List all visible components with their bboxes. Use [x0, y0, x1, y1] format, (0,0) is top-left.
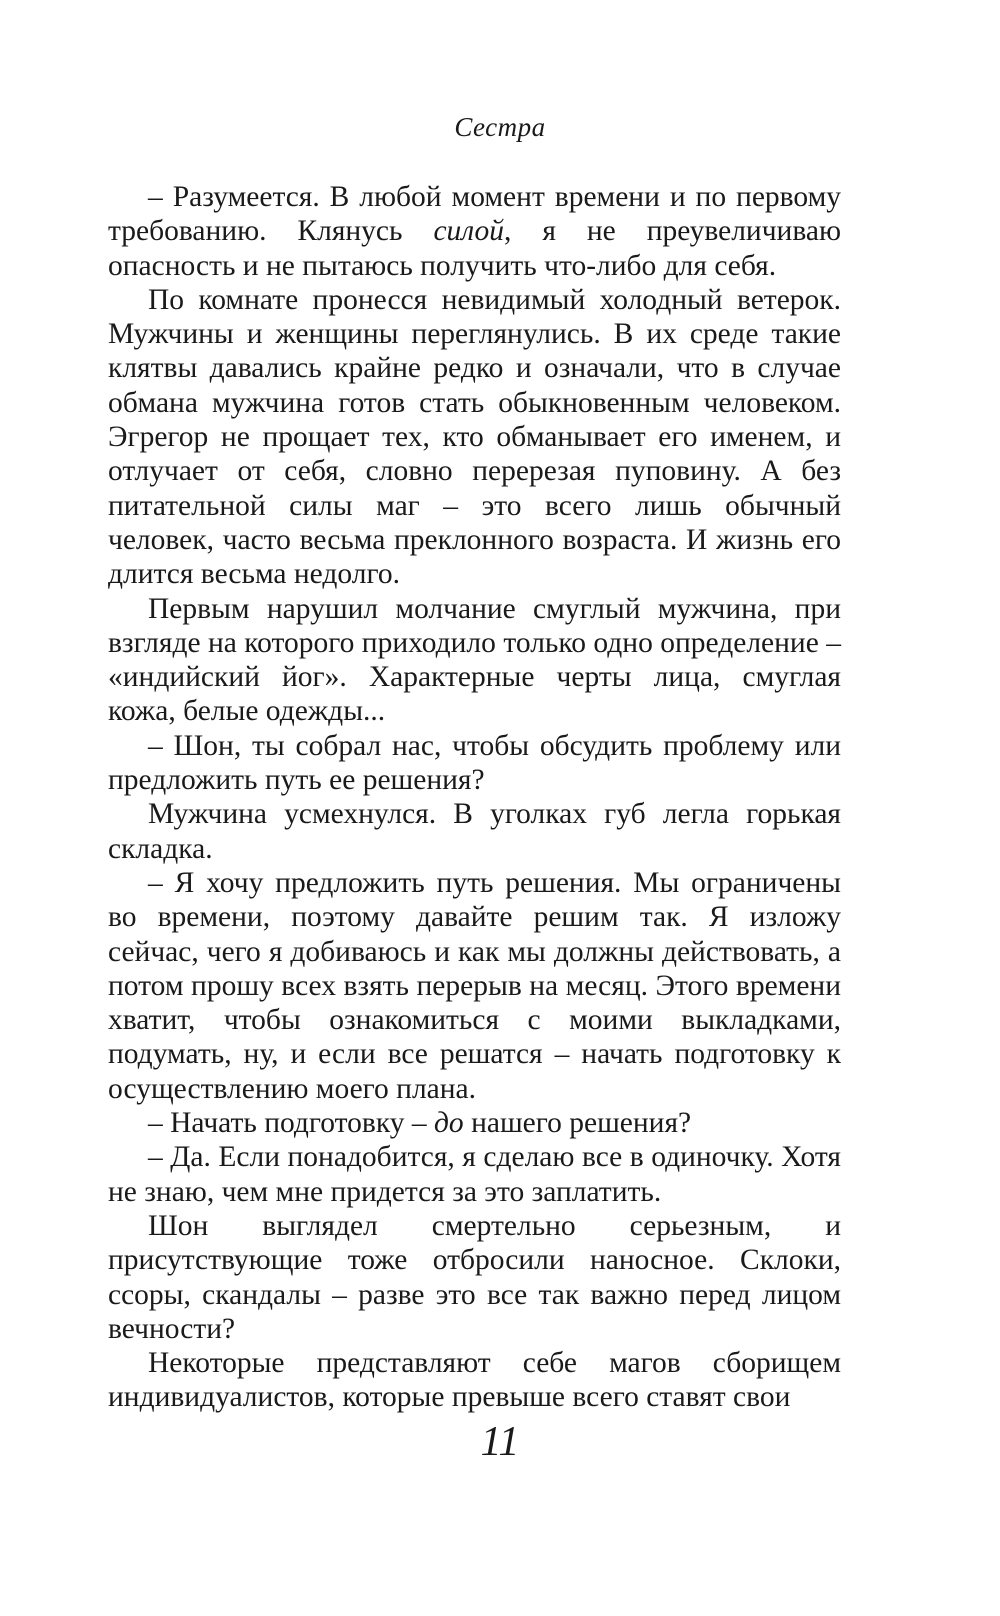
- body-text: [108, 180, 841, 1415]
- paragraph: [108, 592, 841, 729]
- paragraph: [108, 797, 841, 866]
- paragraph-text: – Начать подготовку –: [148, 1107, 434, 1140]
- paragraph-text: По комнате пронесся невидимый холодный ветерок. Мужчины и женщины переглянулись. В их среде такие клятвы давались крайне редко и означали, что в случае обмана мужчина готов стать обыкновенным человеком. Эгрегор не прощает тех, кто обманывает его именем, и отлучает от себя, словно перерезая пуповину. А без питательной силы маг – это всего лишь обычный человек, часто весьма преклонного возраста. И жизнь его длится весьма недолго.: [108, 283, 841, 591]
- paragraph-text: – Шон, ты собрал нас, чтобы обсудить проблему или предложить путь ее решения?: [108, 729, 841, 797]
- paragraph-text: Первым нарушил молчание смуглый мужчина, при взгляде на которого приходило только одно определение – «индийский йог». Характерные черты лица, смуглая кожа, белые одежды...: [108, 592, 841, 728]
- paragraph: [108, 1346, 841, 1415]
- running-header: Сестра: [454, 112, 546, 142]
- paragraph: [108, 283, 841, 592]
- paragraph-text: Некоторые представляют себе магов сборищем индивидуалистов, которые превыше всего ставят свои: [108, 1347, 841, 1414]
- emphasis-text: силой: [433, 215, 505, 248]
- emphasis-text: до: [434, 1107, 464, 1140]
- paragraph-text: – Да. Если понадобится, я сделаю все в одиночку. Хотя не знаю, чем мне придется за это заплатить.: [108, 1141, 841, 1208]
- paragraph-text: – Я хочу предложить путь решения. Мы ограничены во времени, поэтому давайте решим так. Я изложу сейчас, чего я добиваюсь и как мы должны действовать, а потом прошу всех взять перерыв на месяц. Этого времени хватит, чтобы ознакомиться с моими выкладками, подумать, ну, и если все решатся – начать подготовку к осуществлению моего плана.: [108, 866, 841, 1105]
- paragraph-text: – Разумеется. В любой момент времени и по первому требованию. Клянусь: [108, 181, 841, 248]
- paragraph: [108, 1106, 841, 1140]
- paragraph-text: нашего решения?: [463, 1107, 692, 1140]
- paragraph: [108, 1140, 841, 1209]
- paragraph-text: Шон выглядел смертельно серьезным, и присутствующие тоже отбросили наносное. Склоки, ссоры, скандалы – разве это все так важно перед лицом вечности?: [108, 1209, 841, 1345]
- paragraph-text: , я не преувеличиваю опасность и не пытаюсь получить что-либо для себя.: [108, 215, 841, 282]
- paragraph: [108, 729, 841, 798]
- page-number: 11: [480, 1419, 520, 1465]
- paragraph-text: Мужчина усмехнулся. В уголках губ легла горькая складка.: [108, 798, 841, 865]
- paragraph: [108, 866, 841, 1106]
- paragraph: [108, 180, 841, 283]
- paragraph: [108, 1209, 841, 1346]
